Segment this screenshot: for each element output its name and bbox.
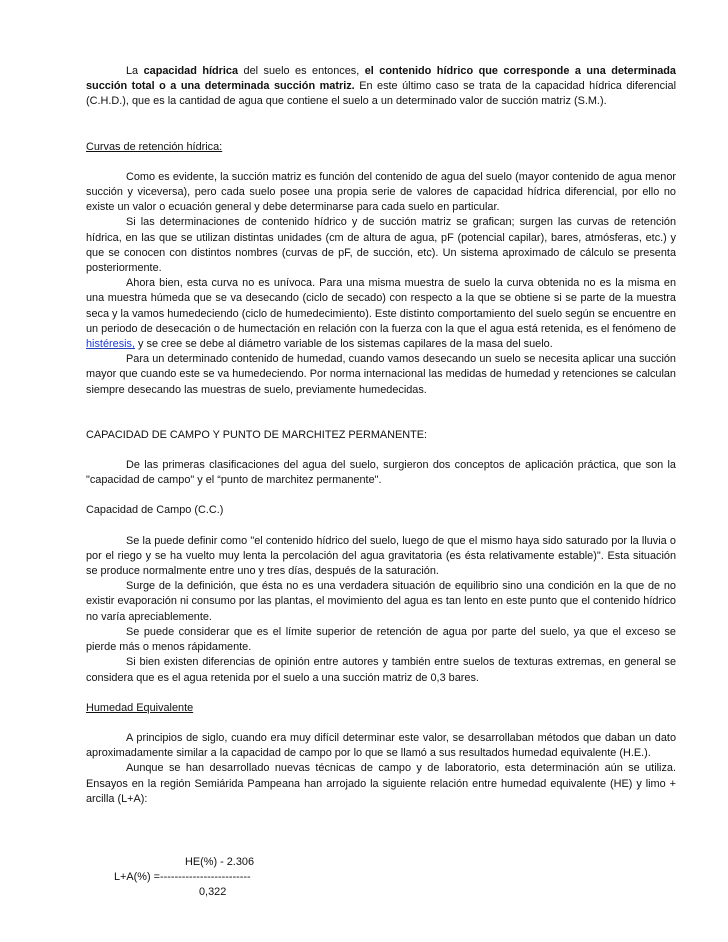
histeresis-link[interactable]: histéresis,: [86, 338, 136, 351]
paragraph-curvas-4: Para un determinado contenido de humedad, cuando vamos desecando un suelo se necesita aplicar una succión mayor que cuando este se va humedeciendo. Por norma internacional las medidas de humedad y retenciones se calculan siempre desecando las muestras de suelo, previamente humedecidas.: [86, 353, 676, 396]
paragraph-he-2: Aunque se han desarrollado nuevas técnicas de campo y de laboratorio, esta determinación aún se utiliza. Ensayos en la región Semiárida Pampeana han arrojado la siguiente relación entre humedad equivalente (HE) y limo + arcilla (L+A):: [86, 762, 676, 805]
text-run: La: [126, 65, 144, 77]
document-page: [86, 64, 676, 925]
paragraph-curvas-2: Si las determinaciones de contenido hídrico y de succión matriz se grafican; surgen las curvas de retención hídrica, en las que se utilizan distintas unidades (cm de altura de agua, pF (potencial capilar), bares, atmósferas, etc.) y que se conocen con distintos nombres (curvas de pF, de succión, etc). Un sistema aproximado de cálculo se presenta posteriormente.: [86, 216, 676, 275]
text-run: Ahora bien, esta curva no es unívoca. Para una misma muestra de suelo la curva obtenida no es la misma en una muestra húmeda que se va desecando (ciclo de secado) con respecto a la que se obtiene si se parte de la muestra seca y la vamos humedeciendo (ciclo de humedecimiento). Este distinto comportamiento del suelo según se encuentre en un periodo de desecación o de humectación en relación con la fuerza con la que el agua está retenida, es el fenómeno de: [86, 277, 676, 335]
formula-denominator: 0,322: [199, 885, 227, 898]
bold-term: capacidad hídrica: [143, 65, 239, 77]
text-run: En este último caso se trata de la capacidad hídrica diferencial (C.H.D.), que es la cantidad de agua que contiene el suelo a un determinado valor de succión matriz (S.M.).: [86, 80, 676, 108]
text-run: del suelo es entonces,: [238, 65, 365, 77]
paragraph-cc-4: Si bien existen diferencias de opinión entre autores y también entre suelos de texturas extremas, en general se considera que es el agua retenida por el suelo a una succión matriz de 0,3 bares.: [86, 656, 676, 684]
text-run: y se cree se debe al diámetro variable de los sistemas capilares de la masa del suelo.: [135, 338, 553, 351]
paragraph-curvas-1: Como es evidente, la succión matriz es función del contenido de agua del suelo (mayor contenido de agua menor succión y viceversa), pero cada suelo posee una propia serie de valores de capacidad hídrica diferencial, por ello no existe un valor o ecuación general y debe determinarse para cada suelo en particular.: [86, 170, 676, 214]
paragraph-cc-intro: De las primeras clasificaciones del agua del suelo, surgieron dos conceptos de aplicación práctica, que son la "capacidad de campo" y el “punto de marchitez permanente".: [86, 459, 676, 487]
paragraph-curvas-3: [86, 276, 676, 352]
paragraph-cc-3: Se puede considerar que es el límite superior de retención de agua por parte del suelo, ya que el exceso se pierde más o menos rápidamente.: [86, 625, 676, 654]
paragraph-capacidad-hidrica: [86, 64, 676, 110]
formula-limo-arcilla: [86, 855, 676, 925]
heading-curvas-retencion: Curvas de retención hídrica:: [86, 140, 223, 153]
formula-lhs: L+A(%) =-------------------------: [114, 870, 251, 883]
heading-capacidad-campo: Capacidad de Campo (C.C.): [86, 504, 224, 517]
paragraph-cc-1: Se la puede definir como "el contenido hídrico del suelo, luego de que el mismo haya sido saturado por la lluvia o por el riego y se ha vuelto muy lenta la percolación del agua gravitatoria (es ésta relativamente estable)". Esta situación se produce normalmente entre uno y tres días, después de la saturación.: [86, 534, 676, 578]
formula-numerator: HE(%) - 2.306: [185, 855, 254, 868]
paragraph-cc-2: Surge de la definición, que ésta no es una verdadera situación de equilibrio sino una condición en la que de no existir evaporación ni consumo por las plantas, el movimiento del agua es tan lento en este punto que el contenido hídrico no varía apreciablemente.: [86, 580, 676, 623]
bold-definition: el contenido hídrico que corresponde a una determinada succión total o a una determinada succión matriz.: [86, 65, 676, 93]
heading-capacidad-campo-marchitez: CAPACIDAD DE CAMPO Y PUNTO DE MARCHITEZ PERMANENTE:: [86, 428, 428, 441]
paragraph-he-1: A principios de siglo, cuando era muy difícil determinar este valor, se desarrollaban métodos que daban un dato aproximadamente similar a la capacidad de campo por lo que se llamó a sus resultados humedad equivalente (H.E.).: [86, 731, 676, 760]
heading-humedad-equivalente: Humedad Equivalente: [86, 701, 194, 714]
